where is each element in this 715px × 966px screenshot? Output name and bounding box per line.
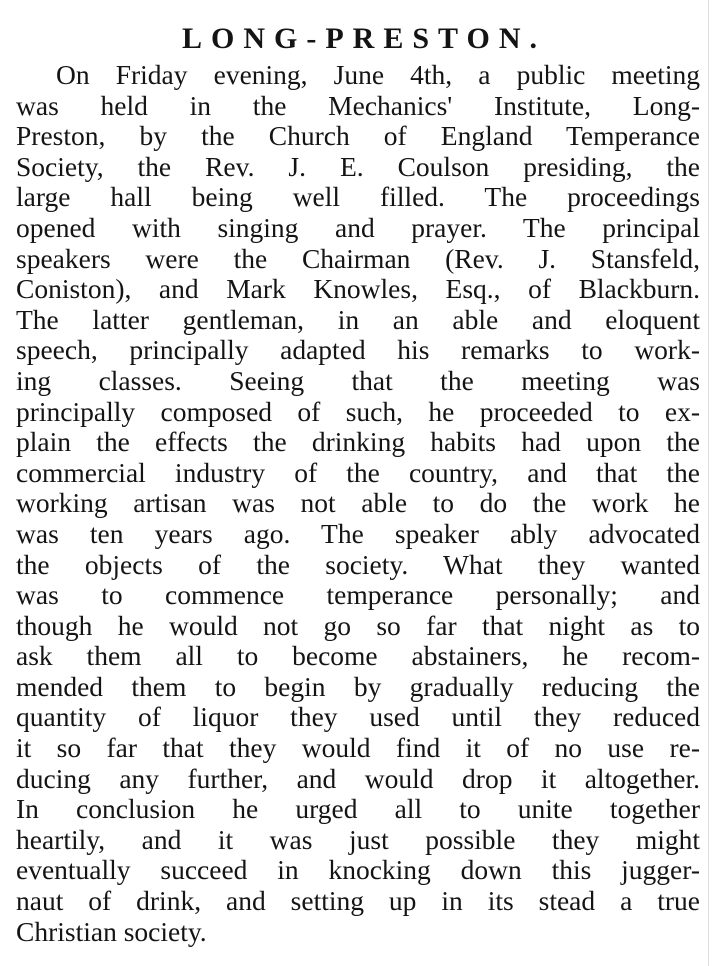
article-line: speakers were the Chairman (Rev. J. Stansfeld, — [16, 242, 700, 274]
article-line: Christian society. — [16, 915, 207, 947]
article-line: plain the effects the drinking habits had upon the — [16, 426, 700, 458]
article-line: ing classes. Seeing that the meeting was — [16, 364, 700, 396]
article-line: Coniston), and Mark Knowles, Esq., of Blackburn. — [16, 273, 700, 305]
article-line: speech, principally adapted his remarks to work- — [16, 334, 700, 366]
article-line: naut of drink, and setting up in its stead a true — [16, 885, 700, 917]
article-line: In conclusion he urged all to unite together — [16, 793, 700, 825]
article-line: mended them to begin by gradually reducing the — [16, 670, 700, 702]
article-line: was ten years ago. The speaker ably advocated — [16, 517, 700, 549]
article-line: working artisan was not able to do the work he — [16, 487, 700, 519]
article-line: the objects of the society. What they wanted — [16, 548, 700, 580]
article-line: On Friday evening, June 4th, a public meeting — [56, 59, 700, 90]
article-line: The latter gentleman, in an able and eloquent — [16, 303, 700, 335]
article-line: large hall being well filled. The proceedings — [16, 181, 700, 213]
article-line: heartily, and it was just possible they might — [16, 823, 700, 855]
article-title: LONG-PRESTON. — [182, 22, 546, 55]
article-line: ask them all to become abstainers, he recom- — [16, 640, 700, 672]
article-line: was held in the Mechanics' Institute, Long- — [16, 89, 700, 121]
article-line: commercial industry of the country, and that the — [16, 456, 700, 488]
article-line: it so far that they would find it of no use re- — [16, 732, 700, 764]
article-body — [16, 60, 700, 947]
clipping-edge — [708, 0, 709, 966]
article-line: was to commence temperance personally; and — [16, 579, 700, 611]
article-line: ducing any further, and would drop it altogether. — [16, 762, 700, 794]
article-line: opened with singing and prayer. The principal — [16, 211, 700, 243]
article-line: Society, the Rev. J. E. Coulson presiding, the — [16, 150, 700, 182]
article-line: quantity of liquor they used until they reduced — [16, 701, 700, 733]
article-line: principally composed of such, he proceeded to ex- — [16, 395, 700, 427]
newspaper-article — [16, 18, 700, 947]
article-line: though he would not go so far that night as to — [16, 609, 700, 641]
article-line: eventually succeed in knocking down this jugger- — [16, 854, 700, 886]
article-line: Preston, by the Church of England Temperance — [16, 120, 700, 152]
